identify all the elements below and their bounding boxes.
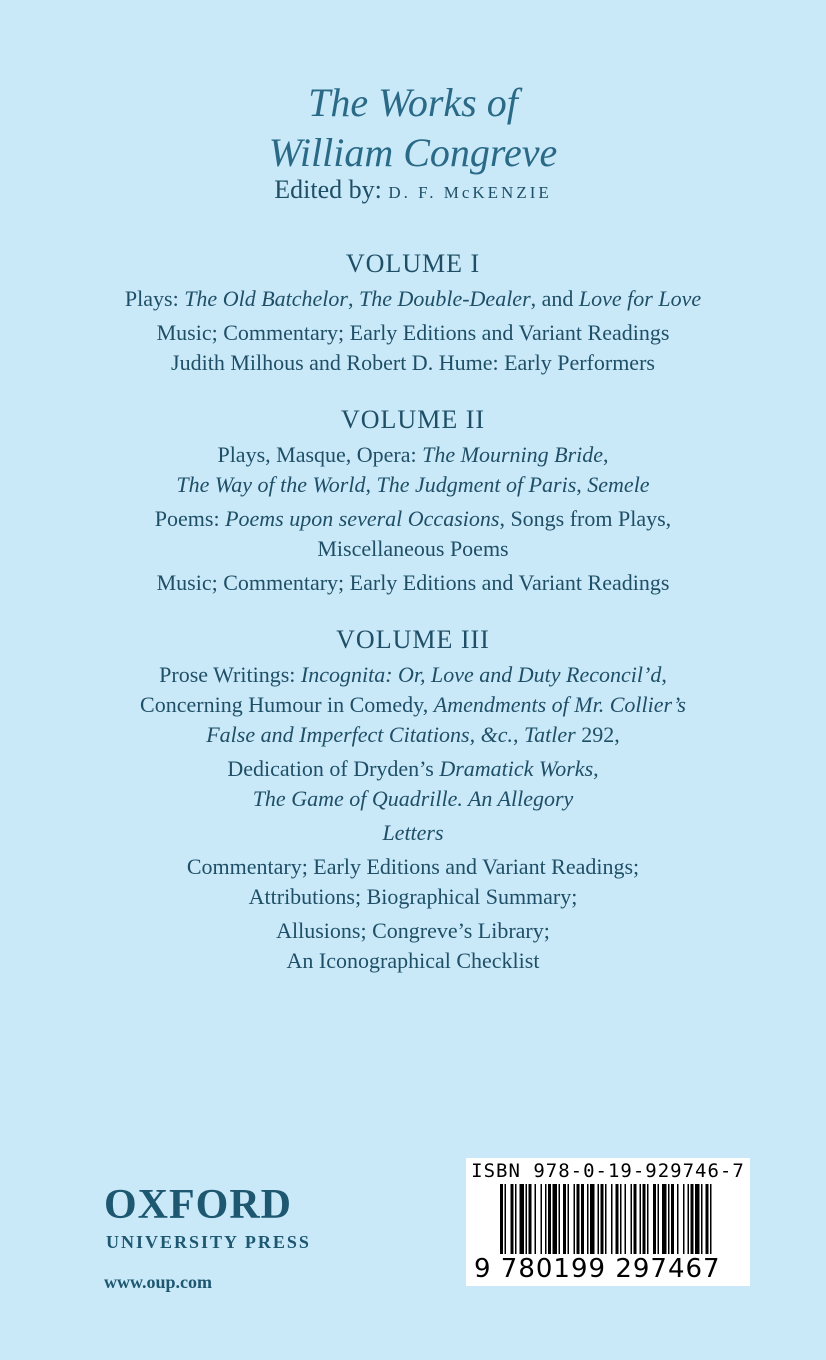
volume-3-dedication — [0, 754, 826, 784]
play-title: The Mourning Bride — [422, 442, 604, 467]
volume-2-plays-line-2 — [0, 470, 826, 500]
editor-label: Edited by: — [274, 175, 382, 204]
barcode-bar — [526, 1184, 528, 1254]
volume-1-music: Music; Commentary; Early Editions and Variant Readings — [156, 320, 670, 345]
play-title: The Way of the World — [176, 472, 366, 497]
university-press-label: UNIVERSITY PRESS — [106, 1232, 311, 1252]
volume-2-heading: VOLUME II — [340, 405, 486, 434]
barcode-bar — [559, 1184, 561, 1254]
volume-3-allusions-2: An Iconographical Checklist — [286, 948, 540, 973]
volume-3-commentary-1: Commentary; Early Editions and Variant Readings; — [186, 854, 640, 879]
oxford-logo: OXFORD — [104, 1182, 292, 1228]
volume-1-section — [0, 248, 826, 378]
title-line-2: William Congreve — [268, 130, 558, 175]
volume-3-prose-line-2 — [0, 690, 826, 720]
barcode-bar — [611, 1184, 613, 1254]
volume-1-heading: VOLUME I — [345, 249, 481, 278]
volume-2-music: Music; Commentary; Early Editions and Variant Readings — [156, 570, 670, 595]
volume-3-quadrille: The Game of Quadrille. An Allegory — [252, 786, 574, 811]
barcode-bar — [568, 1184, 570, 1254]
play-title: Love for Love — [578, 286, 702, 311]
play-title: The Judgment of Paris — [376, 472, 577, 497]
prose-title: False and Imperfect Citations, &c. — [206, 722, 513, 747]
isbn-barcode — [466, 1158, 750, 1286]
barcode-bar — [505, 1184, 507, 1254]
barcode-bar — [701, 1184, 703, 1254]
editor-name: D. F. McKENZIE — [388, 183, 552, 202]
barcode-bar — [553, 1184, 558, 1254]
barcode-bar — [587, 1184, 589, 1254]
barcode-bar — [625, 1184, 627, 1254]
dedication-text: Dedication of Dryden’s — [227, 756, 440, 781]
barcode-bar — [668, 1184, 670, 1254]
barcode-bar — [500, 1184, 503, 1254]
barcode-bar — [683, 1184, 685, 1254]
barcode-bar — [541, 1184, 543, 1254]
prose-label: Prose Writings: — [159, 662, 301, 687]
volume-3-prose-line-3 — [0, 720, 826, 750]
prose-title: Tatler — [523, 722, 576, 747]
barcode-bar — [616, 1184, 619, 1254]
barcode-bar — [671, 1184, 674, 1254]
barcode-bar — [574, 1184, 576, 1254]
barcode-bar — [643, 1184, 646, 1254]
barcode-bar — [520, 1184, 525, 1254]
barcode-bar — [695, 1184, 700, 1254]
poems-label: Poems: — [154, 506, 226, 531]
separator: , — [593, 756, 599, 781]
volume-2-section — [0, 404, 826, 598]
barcode-bar — [620, 1184, 622, 1254]
isbn-number: ISBN 978-0-19-929746-7 — [471, 1160, 745, 1182]
separator: , — [603, 442, 609, 467]
barcode-bar — [677, 1184, 679, 1254]
volume-3-allusions-1: Allusions; Congreve’s Library; — [276, 918, 550, 943]
barcode-bar — [653, 1184, 656, 1254]
barcode-bar — [634, 1184, 637, 1254]
volume-1-plays — [0, 284, 826, 314]
poem-title: Poems upon several Occasions — [225, 506, 500, 531]
barcode-bar — [529, 1184, 532, 1254]
play-title: Semele — [587, 472, 650, 497]
play-title: The Double-Dealer — [358, 286, 531, 311]
barcode-bar — [688, 1184, 690, 1254]
volume-2-poems-line-1 — [0, 504, 826, 534]
volume-1-performers: Judith Milhous and Robert D. Hume: Early Performers — [171, 350, 655, 375]
separator: , — [661, 662, 667, 687]
barcode-bar — [706, 1184, 709, 1254]
separator: , — [512, 722, 524, 747]
barcode-bar — [577, 1184, 580, 1254]
barcode-bar — [515, 1184, 517, 1254]
barcode-bar — [535, 1184, 537, 1254]
barcode-bar — [590, 1184, 595, 1254]
barcode-bar — [640, 1184, 642, 1254]
barcode-digits: 9 780199 297467 — [474, 1254, 721, 1284]
separator: , — [365, 472, 377, 497]
barcode-bar — [581, 1184, 584, 1254]
play-title: The Old Batchelor — [184, 286, 348, 311]
dedication-title: Dramatick Works — [439, 756, 594, 781]
book-title — [0, 78, 826, 178]
separator: , — [347, 286, 359, 311]
editor-credit — [0, 173, 826, 210]
prose-title: Amendments of Mr. Collier’s — [433, 692, 686, 717]
volume-2-poems-line-2: Miscellaneous Poems — [317, 536, 509, 561]
volume-3-prose-line-1 — [0, 660, 826, 690]
volume-3-heading: VOLUME III — [336, 625, 490, 654]
barcode-bar — [563, 1184, 566, 1254]
plays-label: Plays: — [124, 286, 185, 311]
barcode-bar — [511, 1184, 514, 1254]
prose-title: Concerning Humour in Comedy, — [140, 692, 434, 717]
separator: , — [576, 472, 588, 497]
barcode-bar — [598, 1184, 600, 1254]
barcode-bar — [605, 1184, 607, 1254]
volume-3-commentary-2: Attributions; Biographical Summary; — [248, 884, 578, 909]
barcode-bar — [631, 1184, 633, 1254]
volume-3-letters: Letters — [382, 820, 444, 845]
barcode-bar — [647, 1184, 649, 1254]
barcode-bar — [548, 1184, 551, 1254]
volume-3-section — [0, 624, 826, 976]
barcode-bar — [658, 1184, 660, 1254]
prose-title: Incognita: Or, Love and Duty Reconcil’d — [300, 662, 662, 687]
volume-2-plays-line-1 — [0, 440, 826, 470]
barcode-bar — [710, 1184, 712, 1254]
separator: , and — [530, 286, 579, 311]
title-line-1: The Works of — [308, 80, 518, 125]
publisher-url[interactable]: www.oup.com — [104, 1272, 213, 1292]
barcode-bar — [545, 1184, 547, 1254]
barcode-bar — [601, 1184, 604, 1254]
barcode-bar — [662, 1184, 667, 1254]
plays-label: Plays, Masque, Opera: — [217, 442, 423, 467]
barcode-bars — [500, 1184, 716, 1254]
separator: 292, — [575, 722, 620, 747]
barcode-bar — [691, 1184, 694, 1254]
poems-rest: , Songs from Plays, — [499, 506, 672, 531]
